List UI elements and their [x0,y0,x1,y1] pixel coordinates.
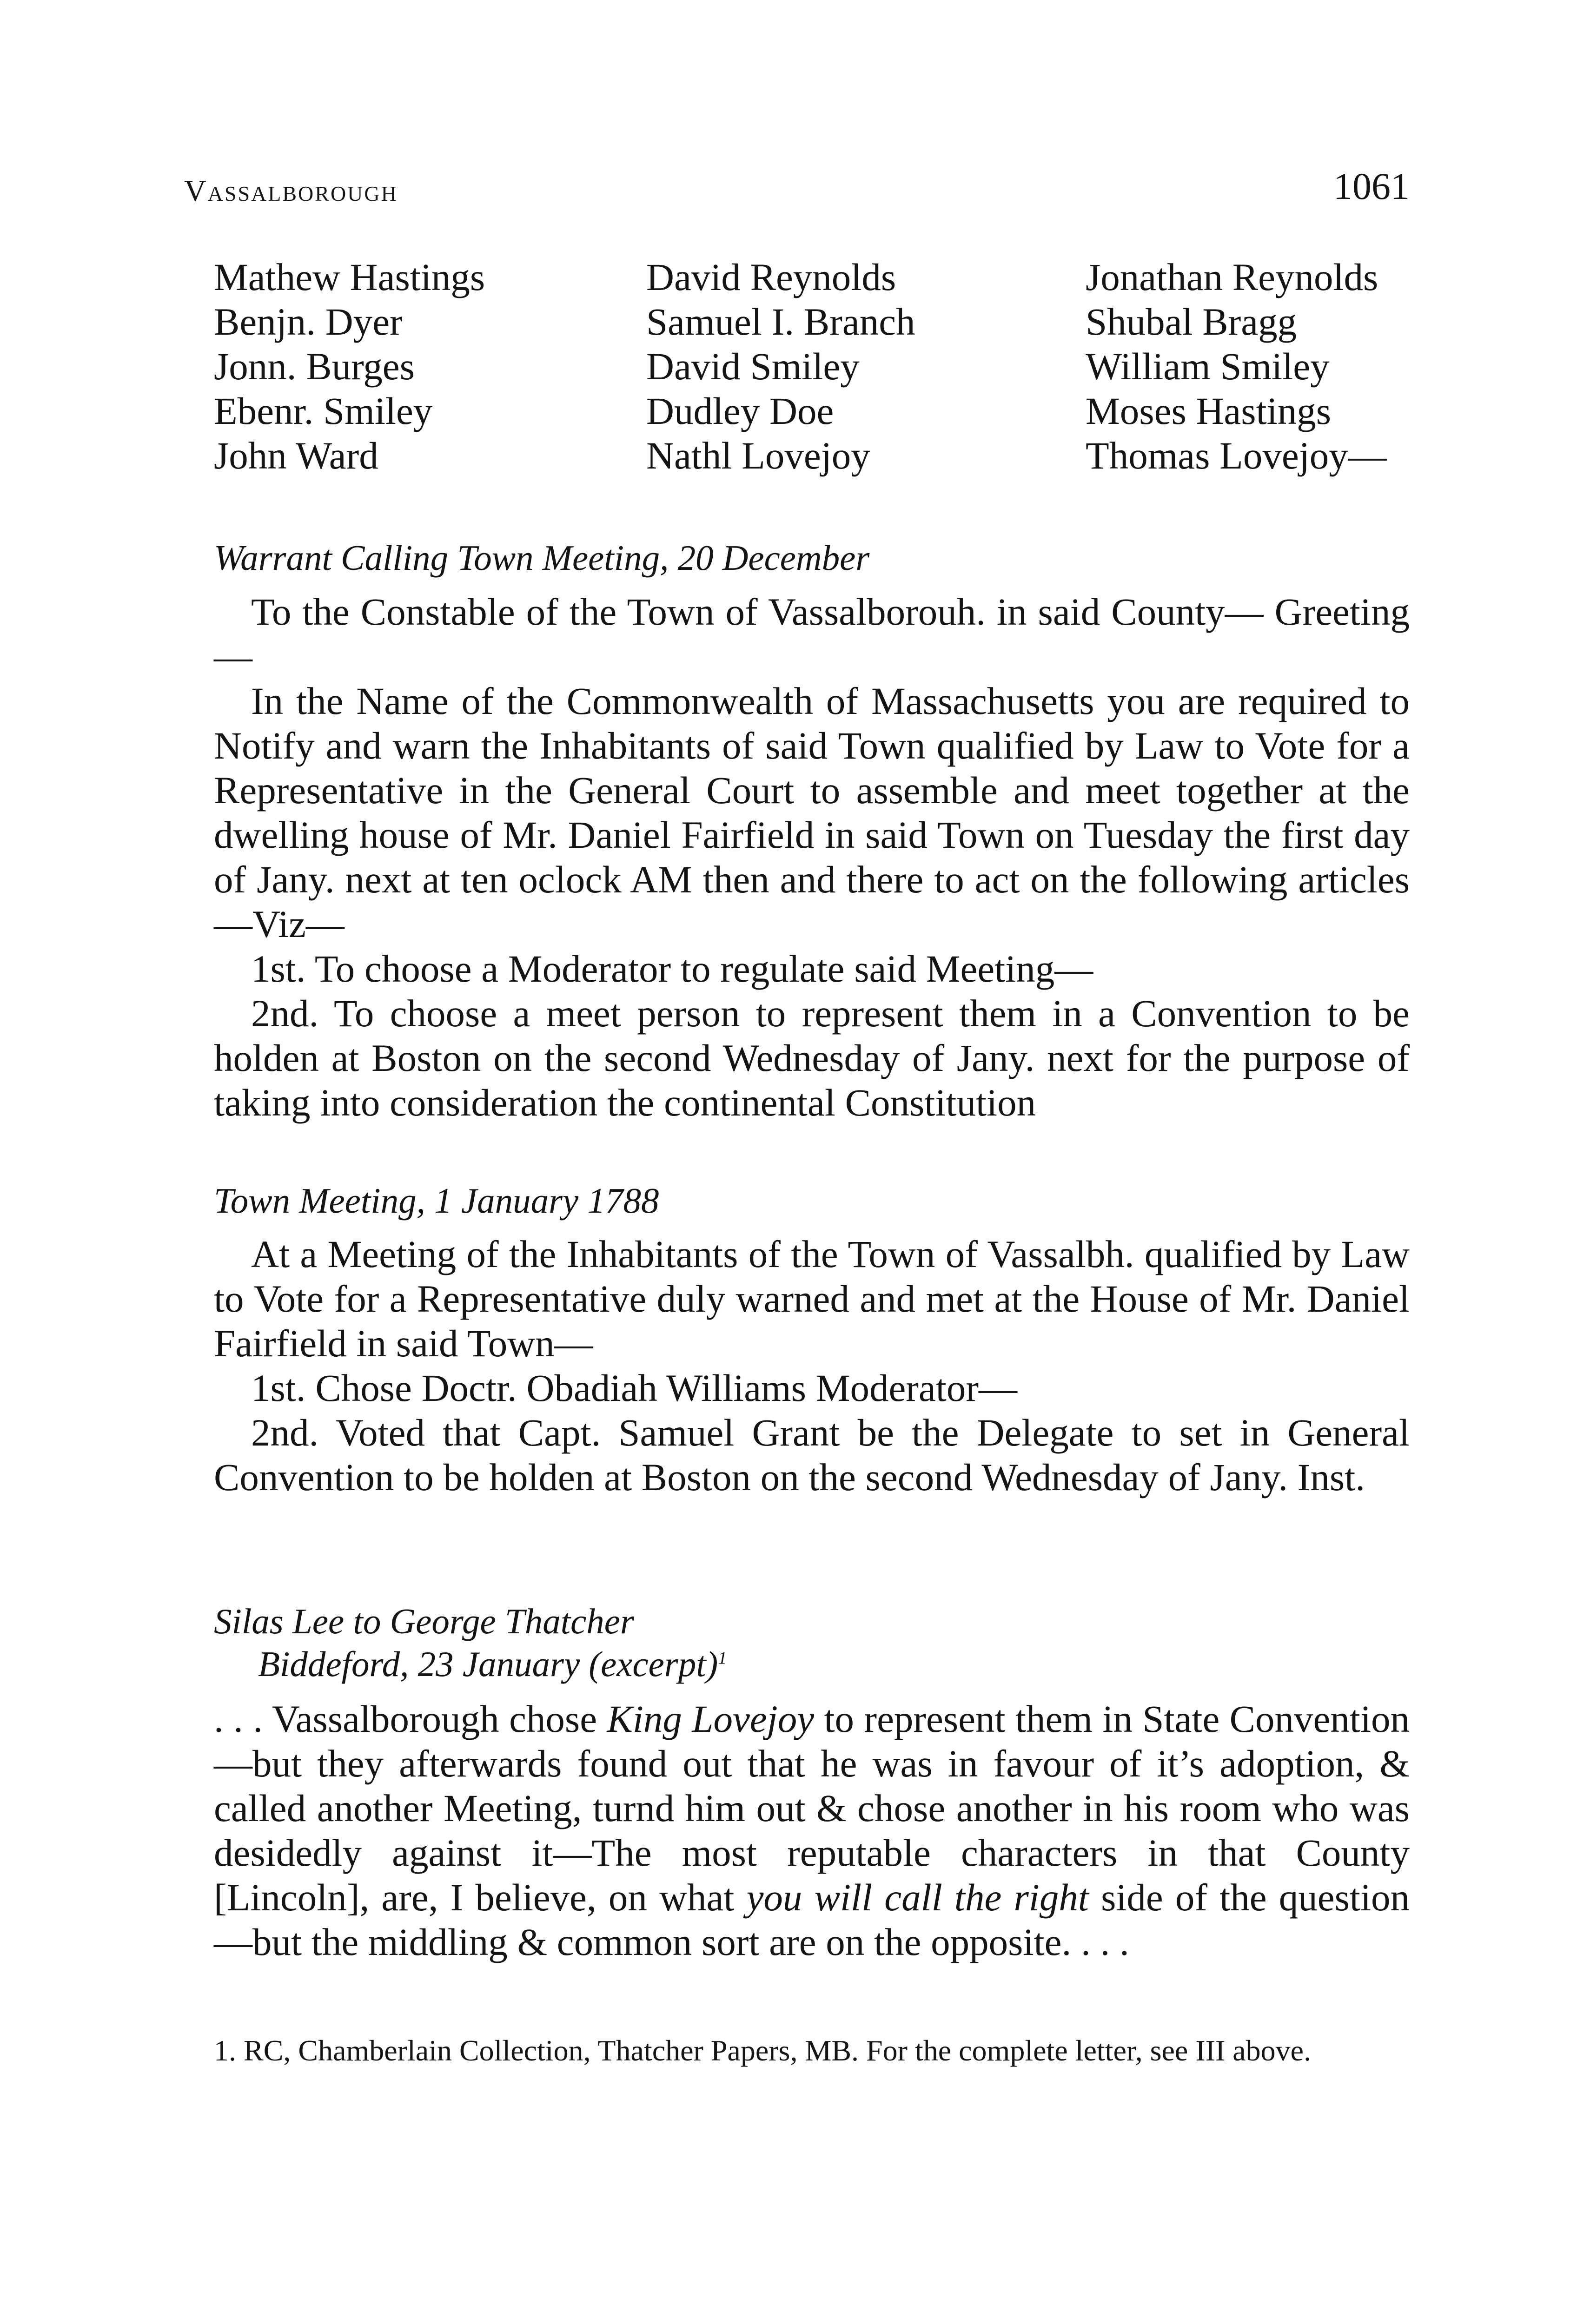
letter-paragraph [214,1697,1410,1964]
signatory-name: David Reynolds [646,256,896,298]
town-meeting-body [214,1232,1410,1499]
signatory-name: Mathew Hastings [214,256,485,298]
signatories-column-1 [214,255,485,478]
signatory-name: Samuel I. Branch [646,300,915,343]
signatory-name: Dudley Doe [646,390,834,432]
warrant-address: To the Constable of the Town of Vassalborouh. in said County— Greeting— [214,590,1410,678]
warrant-article-2: 2nd. To choose a meet person to represent them in a Convention to be holden at Boston on the second Wednesday of Jany. next for the purpose of taking into consideration the continental Constitution [214,992,1410,1124]
signatory-name: Benjn. Dyer [214,300,403,343]
letter-heading: Silas Lee to George Thatcher [214,1601,634,1641]
letter-text: side of the question—but the middling & common sort are on the opposite. . . . [214,1876,1410,1963]
footnote-marker: 1 [718,1648,727,1668]
footnote-text: 1. RC, Chamberlain Collection, Thatcher Papers, MB. For the complete letter, see III above. [214,2034,1312,2067]
footnote [214,2034,1410,2068]
signatory-name: Ebenr. Smiley [214,390,433,432]
letter-dateline-text: Biddeford, 23 January (excerpt) [258,1644,718,1684]
town-meeting-paragraph: At a Meeting of the Inhabitants of the Town of Vassalbh. qualified by Law to Vote for a Representative duly warned and met at the House of Mr. Daniel Fairfield in said Town— [214,1233,1410,1365]
letter-text: . . . Vassalborough chose [214,1697,597,1740]
letter-emphasis: King Lovejoy [607,1697,815,1740]
signatories-column-3 [1086,255,1387,478]
signatory-name: Thomas Lovejoy— [1086,434,1387,477]
signatory-name: Shubal Bragg [1086,300,1297,343]
page-number: 1061 [1333,165,1410,207]
signatory-name: William Smiley [1086,345,1330,388]
running-head: Vassalborough [184,174,398,208]
letter-text: to represent them in State Convention—but they afterwards found out that he was in favour of it’s adoption, & called another Meeting, turnd him out & chose another in his room who was desidedly against it—The most reputable characters in that County [Lincoln], are, I believe, on what [214,1697,1410,1919]
town-meeting-item-2: 2nd. Voted that Capt. Samuel Grant be the Delegate to set in General Convention to be holden at Boston on the second Wednesday of Jany. Inst. [214,1411,1410,1499]
town-meeting-item-1: 1st. Chose Doctr. Obadiah Williams Moderator— [251,1367,1017,1409]
letter-excerpt [214,1697,1410,1964]
signatory-name: David Smiley [646,345,860,388]
signatory-name: Jonathan Reynolds [1086,256,1378,298]
letter-dateline [258,1646,727,1682]
signatory-name: Nathl Lovejoy [646,434,870,477]
warrant-heading: Warrant Calling Town Meeting, 20 December [214,538,870,578]
warrant-article-1: 1st. To choose a Moderator to regulate said Meeting— [251,947,1093,990]
signatory-name: John Ward [214,434,378,477]
warrant-paragraph: In the Name of the Commonwealth of Massachusetts you are required to Notify and warn the Inhabitants of said Town qualified by Law to Vote for a Representative in the General Court to assemble and meet together at the dwelling house of Mr. Daniel Fairfield in said Town on Tuesday the first day of Jany. next at ten oclock AM then and there to act on the following articles—Viz— [214,680,1410,945]
signatory-name: Moses Hastings [1086,390,1331,432]
town-meeting-heading: Town Meeting, 1 January 1788 [214,1181,659,1221]
signatory-name: Jonn. Burges [214,345,415,388]
warrant-body [214,589,1410,1125]
signatories-column-2 [646,255,915,478]
letter-emphasis: you will call the right [746,1876,1089,1919]
